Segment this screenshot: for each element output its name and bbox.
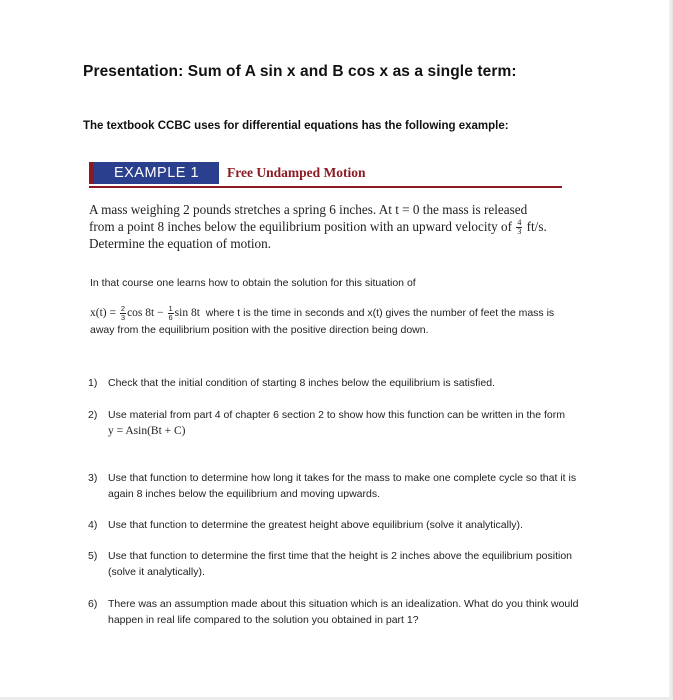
velocity-denominator: 3 — [517, 226, 522, 236]
course-text: In that course one learns how to obtain the solution for this situation of — [90, 277, 416, 289]
problem-line-2-text: from a point 8 inches below the equilibrium position with an upward velocity of — [89, 218, 513, 234]
velocity-unit: ft/s. — [526, 218, 547, 234]
f2-denominator: 6 — [168, 312, 173, 322]
solution-lhs: x(t) = — [90, 307, 116, 319]
problem-line-1: A mass weighing 2 pounds stretches a spring 6 inches. At t = 0 the mass is released — [89, 202, 528, 217]
velocity-fraction — [516, 219, 522, 236]
item-number: 1) — [88, 377, 98, 389]
item-number: 3) — [88, 472, 98, 484]
item-text: Use that function to determine the greatest height above equilibrium (solve it analytically). — [108, 519, 523, 531]
solution-line-1 — [90, 305, 600, 322]
page-title: Presentation: Sum of A sin x and B cos x as a single term: — [83, 63, 517, 80]
fraction-one-sixth — [168, 305, 174, 321]
cos-term: cos 8t − — [127, 307, 164, 319]
problem-line-2 — [89, 219, 579, 236]
item-text: There was an assumption made about this situation which is an idealization. What do you think would happen in real life compared to the solution you obtained in part 1? — [108, 598, 579, 626]
intro-text: The textbook CCBC uses for differential equations has the following example: — [83, 120, 509, 132]
velocity-numerator: 4 — [517, 217, 522, 227]
item-text: Use material from part 4 of chapter 6 section 2 to show how this function can be written in the form — [108, 409, 565, 421]
example-header — [89, 162, 562, 188]
item-number: 5) — [88, 550, 98, 562]
solution-description-2: away from the equilibrium position with the positive direction being down. — [90, 324, 429, 336]
item-number: 6) — [88, 598, 98, 610]
f1-numerator: 2 — [120, 304, 126, 314]
item-number: 4) — [88, 519, 98, 531]
problem-line-3: Determine the equation of motion. — [89, 235, 272, 251]
item-text: Use that function to determine how long it takes for the mass to make one complete cycle so that it is again 8 inches below the equilibrium and moving upwards. — [108, 472, 577, 500]
item-number: 2) — [88, 409, 98, 421]
example-problem-text — [89, 202, 579, 252]
solution-description-1: where t is the time in seconds and x(t) gives the number of feet the mass is — [205, 307, 555, 319]
item-text: Use that function to determine the first time that the height is 2 inches above the equilibrium position (solve it analytically). — [108, 550, 573, 578]
page-edge-shadow — [669, 0, 673, 700]
item-formula: y = Asin(Bt + C) — [108, 424, 186, 437]
example-label-box: EXAMPLE 1 — [89, 162, 219, 184]
example-heading: Free Undamped Motion — [227, 165, 366, 180]
fraction-two-thirds — [120, 305, 126, 321]
solution-paragraph — [90, 305, 600, 339]
f2-numerator: 1 — [168, 304, 173, 314]
sin-term: sin 8t — [174, 307, 200, 319]
f1-denominator: 3 — [120, 312, 126, 322]
item-body — [108, 408, 588, 439]
item-text: Check that the initial condition of starting 8 inches below the equilibrium is satisfied. — [108, 377, 495, 389]
